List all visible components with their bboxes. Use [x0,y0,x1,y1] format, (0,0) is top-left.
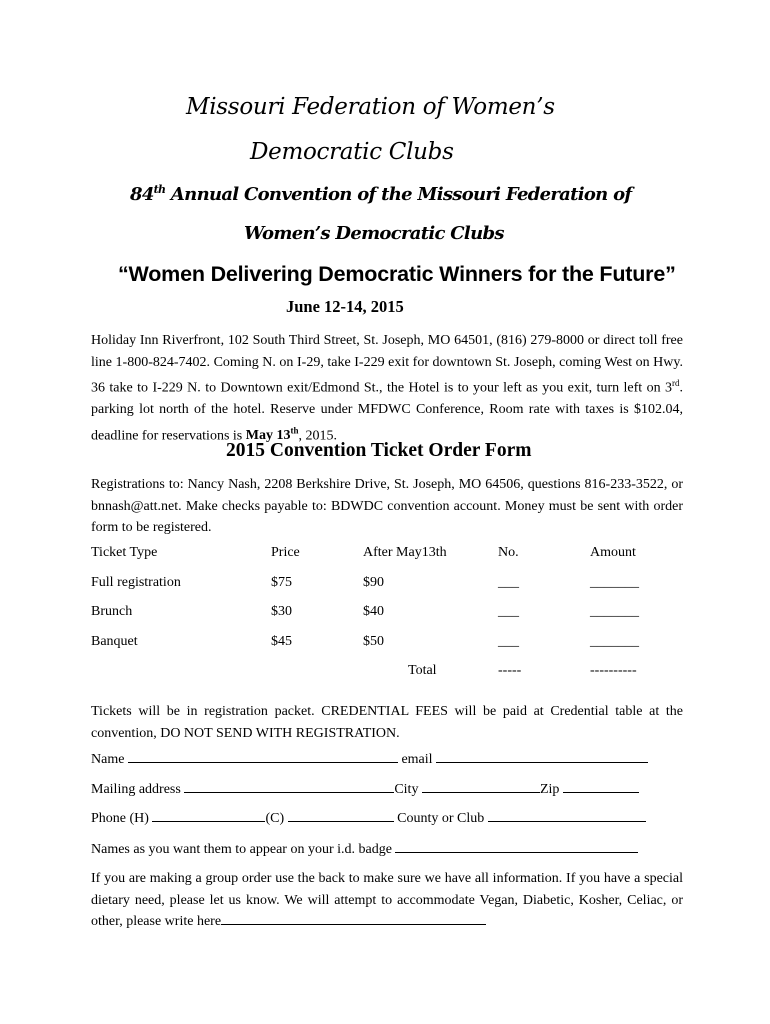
badge-line [91,840,638,858]
federation-title-line1: Missouri Federation of Women’s [186,94,555,120]
federation-title-line2: Democratic Clubs [250,139,454,165]
header-ticket-type: Ticket Type [91,545,158,560]
convention-date: June 12-14, 2015 [286,297,404,316]
hotel-text-part1: Holiday Inn Riverfront, 102 South Third Street, St. Joseph, MO 64501, (816) 279-8000 or direct toll free line 1-800-824-7402. Coming N. on I-29, take I-229 exit for downtown St. Joseph, coming West on Hwy. 36 take to I-229 N. to Downtown exit/Edmond St., the Hotel is to your left as you exit, turn left on 3 [91,333,683,396]
ticket-type: Banquet [91,634,138,649]
county-club-label: County or Club [397,811,485,826]
reservation-deadline: May 13th [245,425,299,444]
header-after-date: After May13th [363,545,447,560]
mailing-address-label: Mailing address [91,782,181,797]
name-label: Name [91,752,125,767]
convention-subtitle-text: Annual Convention of the Missouri Federation of [165,184,632,205]
header-number: No. [498,545,519,560]
badge-names-field[interactable] [395,840,638,853]
total-amount-blank[interactable]: ---------- [590,663,637,678]
ticket-price: $45 [271,634,292,649]
name-field[interactable] [128,750,398,763]
ticket-amount-blank[interactable]: _______ [590,575,639,590]
ticket-price: $75 [271,575,292,590]
city-field[interactable] [422,780,540,793]
ticket-price: $30 [271,604,292,619]
email-label: email [401,752,433,767]
total-label: Total [408,663,437,678]
dietary-needs-field[interactable] [221,912,486,925]
hotel-text-part2: . parking lot north of the hotel. Reserve under MFDWC Conference, Room rate with taxes is $102.04, deadline for reservations is [91,380,683,444]
order-form-title: 2015 Convention Ticket Order Form [226,440,532,461]
hotel-text-part3: , 2015. [298,428,337,444]
convention-subtitle-line2: Women’s Democratic Clubs [244,223,504,244]
zip-label: Zip [539,782,560,797]
home-phone-field[interactable] [152,809,265,822]
zip-field[interactable] [563,780,639,793]
convention-slogan: “Women Delivering Democratic Winners for the Future” [118,262,676,286]
city-label: City [394,782,419,797]
convention-number: 84 [130,184,154,205]
ticket-quantity-blank[interactable]: ___ [498,634,519,649]
convention-subtitle-line1 [130,183,631,205]
home-phone-label: Phone (H) [91,811,149,826]
ticket-amount-blank[interactable]: _______ [590,634,639,649]
group-order-text: If you are making a group order use the back to make sure we have all information. If you have a special dietary need, please let us know. We will attempt to accommodate Vegan, Diabetic, Kosher, Celiac, or other, please write here [91,871,683,929]
registration-instructions: Registrations to: Nancy Nash, 2208 Berkshire Drive, St. Joseph, MO 64506, questions 816-233-3522, or bnnash@att.net. Make checks payable to: BDWDC convention account. Money must be sent with order form to be registered. [91,477,683,535]
ticket-late-price: $50 [363,634,384,649]
cell-phone-field[interactable] [288,809,394,822]
header-price: Price [271,545,300,560]
ticket-type: Brunch [91,604,133,619]
credential-fees-notice: Tickets will be in registration packet. CREDENTIAL FEES will be paid at Credential table at the convention, DO NOT SEND WITH REGISTRATION. [91,704,683,741]
name-email-line [91,750,648,768]
phone-line [91,809,646,827]
email-field[interactable] [436,750,648,763]
ticket-late-price: $90 [363,575,384,590]
ticket-quantity-blank[interactable]: ___ [498,604,519,619]
address-line [91,780,639,798]
cell-phone-label: (C) [265,811,285,826]
convention-number-suffix: th [153,183,166,196]
total-quantity-blank[interactable]: ----- [498,663,522,678]
ticket-quantity-blank[interactable]: ___ [498,575,519,590]
badge-names-label: Names as you want them to appear on your i.d. badge [91,842,392,857]
hotel-directions-paragraph [91,330,683,447]
header-amount: Amount [590,545,636,560]
ticket-late-price: $40 [363,604,384,619]
group-order-paragraph [91,868,683,933]
mailing-address-field[interactable] [184,780,394,793]
ticket-amount-blank[interactable]: _______ [590,604,639,619]
ticket-type: Full registration [91,575,181,590]
county-club-field[interactable] [488,809,646,822]
hotel-text-superscript: rd [672,378,680,388]
